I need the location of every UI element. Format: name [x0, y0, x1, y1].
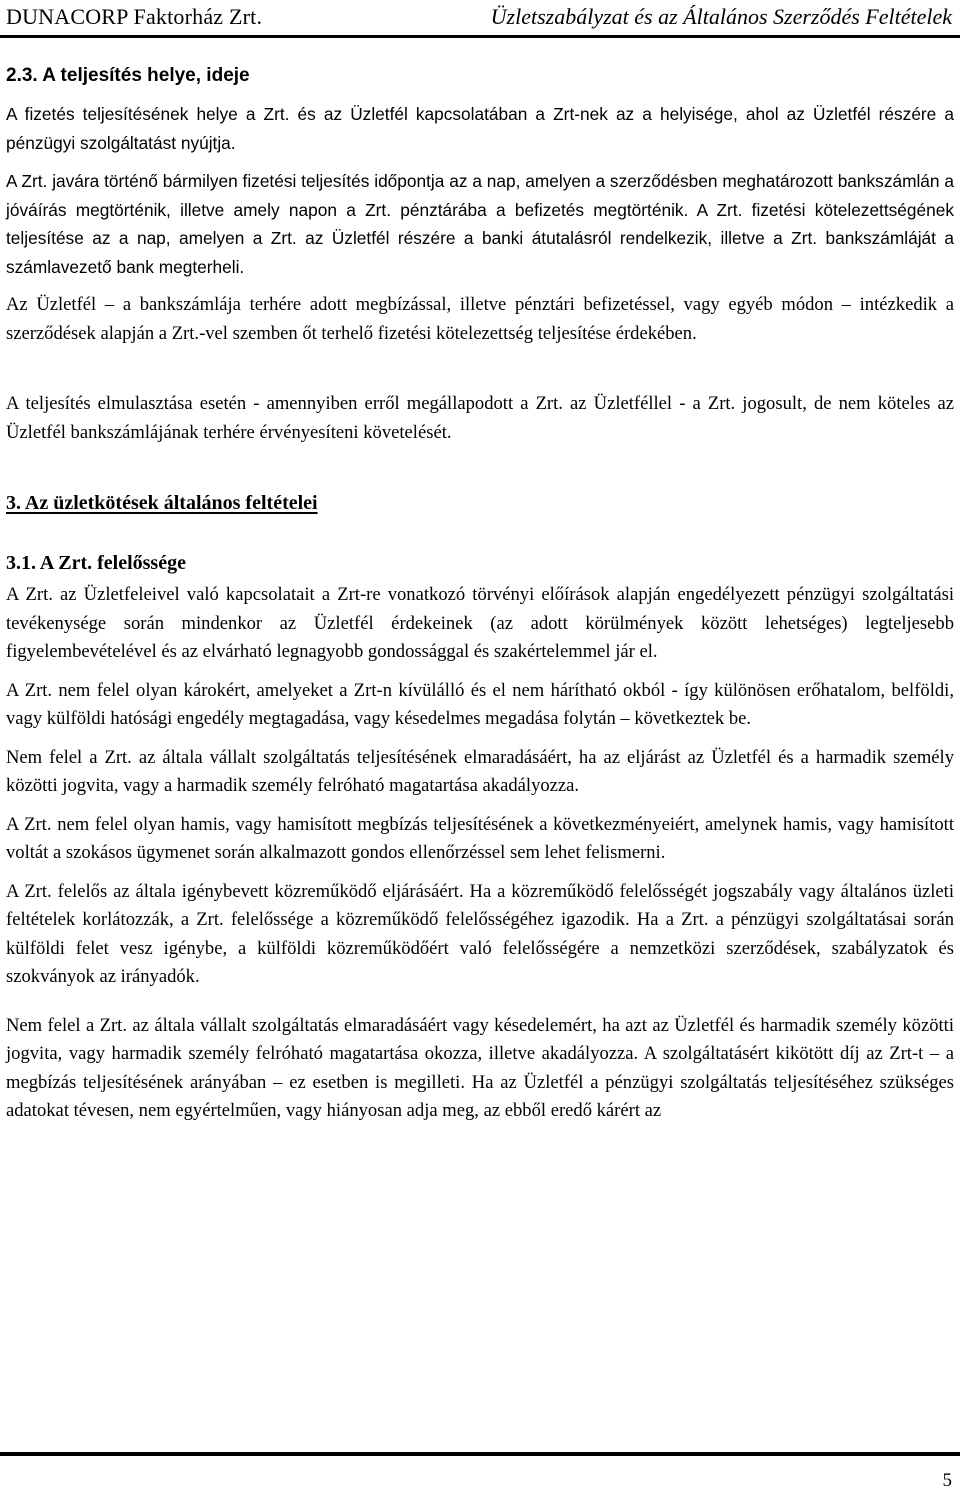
page-content	[6, 44, 954, 1126]
paragraph: Az Üzletfél – a bankszámlája terhére adott megbízással, illetve pénztári befizetéssel, vagy egyéb módon – intézkedik a szerződések alapján a Zrt.-vel szemben őt terhelő fizetési kötelezettség teljesítése érdekében.	[6, 294, 954, 344]
header-company: DUNACORP Faktorház Zrt.	[6, 4, 263, 29]
header-document-title: Üzletszabályzat és az Általános Szerződés Feltételek	[490, 4, 952, 29]
footer-rule	[0, 1452, 960, 1456]
paragraph: A teljesítés elmulasztása esetén - amennyiben erről megállapodott a Zrt. az Üzletféllel - a Zrt. jogosult, de nem köteles az Üzletfél bankszámlájának terhére érvényesíteni követelését.	[6, 393, 954, 443]
paragraph: A Zrt. az Üzletfeleivel való kapcsolatait a Zrt-re vonatkozó törvényi előírások alapján engedélyezett pénzügyi szolgáltatási tevékenysége során mindenkor az Üzletfél érdekeinek (az adott körülmények között lehetséges) legteljesebb figyelembevételével és az elvárható legnagyobb gondossággal és szakértelemmel jár el.	[6, 584, 954, 662]
section-3-1-heading: 3.1. A Zrt. felelőssége	[6, 552, 186, 574]
paragraph: Nem felel a Zrt. az általa vállalt szolgáltatás teljesítésének elmaradásáért, ha az eljárást az Üzletfél és a harmadik személy közötti jogvita, vagy a harmadik személy felróható magatartása akadályozza.	[6, 746, 954, 796]
page-number: 5	[942, 1470, 952, 1491]
paragraph: A Zrt. nem felel olyan károkért, amelyeket a Zrt-n kívülálló és el nem hárítható okból - így különösen erőhatalom, belföldi, vagy külföldi hatósági engedély megtagadása, vagy késedelmes megadása folytán – következtek be.	[6, 679, 954, 729]
page-header	[0, 0, 960, 38]
paragraph: Nem felel a Zrt. az általa vállalt szolgáltatás elmaradásáért vagy késedelemért, ha azt az Üzletfél és harmadik személy közötti jogvita, vagy harmadik személy felróható magatartása okozza, illetve akadályozza. A szolgáltatásért kikötött díj az Zrt-t – a megbízás teljesítésének arányában – ez esetben is megilleti. Ha az Üzletfél a pénzügyi szolgáltatás teljesítéséhez szükséges adatokat tévesen, nem egyértelműen, vagy hiányosan adja meg, az ebből eredő kárért az	[6, 1014, 954, 1121]
section-3-heading: 3. Az üzletkötések általános feltételei	[6, 492, 318, 514]
paragraph: A Zrt. felelős az általa igénybevett közreműködő eljárásáért. Ha a közreműködő felelősségét jogszabály vagy általános üzleti feltételek korlátozzák, a Zrt. felelőssége a közreműködő felelősségéhez igazodik. Ha a Zrt. a pénzügyi szolgáltatásai során külföldi felet vesz igénybe, a külföldi közreműködőért való felelősségére a nemzetközi szerződések, szabályzatok és szokványok az irányadók.	[6, 880, 954, 987]
paragraph: A Zrt. nem felel olyan hamis, vagy hamisított megbízás teljesítésének a következményeiért, amelynek hamis, vagy hamisított voltát a szokásos ügymenet során alkalmazott gondos ellenőrzéssel sem lehet felismerni.	[6, 813, 954, 863]
paragraph: A Zrt. javára történő bármilyen fizetési teljesítés időpontja az a nap, amelyen a szerződésben meghatározott bankszámlán a jóváírás megtörténik, illetve amely napon a Zrt. pénztárába a befizetés megtörténik. A Zrt. fizetési kötelezettségének teljesítése az a nap, amelyen a Zrt. az Üzletfél részére a banki átutalásról rendelkezik, illetve a Zrt. bankszámláját a számlavezető bank megterheli.	[6, 171, 954, 277]
paragraph: A fizetés teljesítésének helye a Zrt. és az Üzletfél kapcsolatában a Zrt-nek az a helyisége, ahol az Üzletfél részére a pénzügyi szolgáltatást nyújtja.	[6, 104, 954, 153]
section-2-3-heading: 2.3. A teljesítés helye, ideje	[6, 65, 250, 86]
